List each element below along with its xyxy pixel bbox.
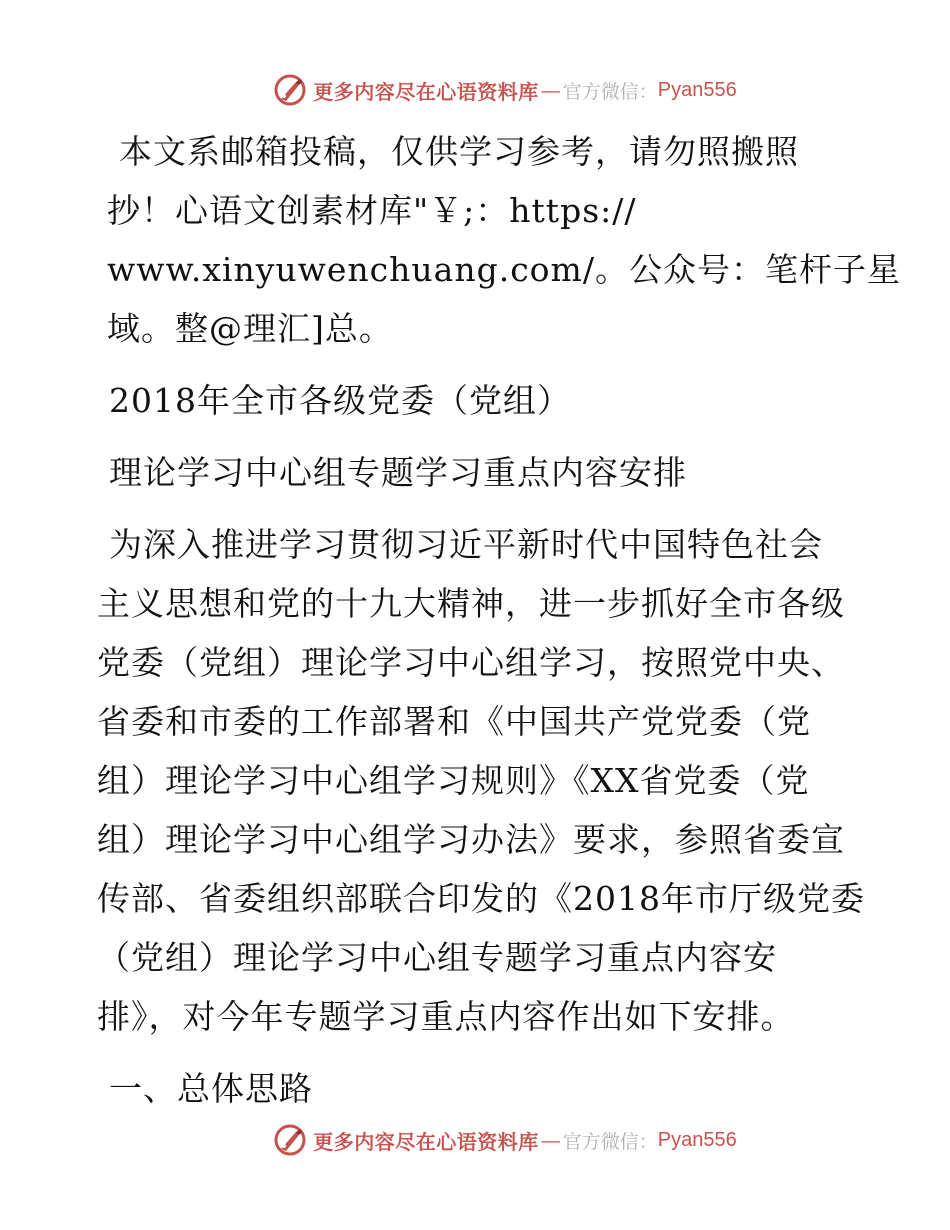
body-line: （党组）理论学习中心组专题学习重点内容安: [97, 938, 777, 977]
body-line: 主义思想和党的十九大精神，进一步抓好全市各级: [97, 584, 845, 623]
intro-line: 本文系邮箱投稿，仅供学习参考，请勿照搬照: [119, 132, 799, 171]
watermark-dash: —: [540, 1128, 561, 1152]
watermark-wechat-id: Pyan556: [657, 1128, 737, 1151]
watermark-official-label: 官方微信：: [562, 80, 658, 103]
footer-watermark: [0, 1120, 950, 1160]
pen-logo-icon: [273, 73, 307, 107]
intro-paragraph: [97, 122, 901, 358]
watermark-wechat-id: Pyan556: [657, 78, 737, 101]
intro-line: 抄！心语文创素材库"￥;：https://: [107, 191, 637, 230]
body-line: 组）理论学习中心组学习办法》要求，参照省委宣: [97, 820, 845, 859]
watermark-text: 更多内容尽在心语资料库: [313, 1129, 539, 1154]
title-block: [97, 371, 867, 430]
watermark-dash: —: [540, 78, 561, 102]
body-line: 省委和市委的工作部署和《中国共产党党委（党: [97, 702, 811, 741]
pen-logo-icon: [273, 1123, 307, 1157]
section-heading: 一、总体思路: [109, 1069, 313, 1108]
intro-line: www.xinyuwenchuang.com/。公众号：笔杆子星: [107, 250, 901, 289]
body-line: 为深入推进学习贯彻习近平新时代中国特色社会: [109, 525, 823, 564]
section-heading-block: [97, 1059, 867, 1118]
title-line-1: 2018年全市各级党委（党组）: [109, 381, 571, 420]
body-line: 组）理论学习中心组学习规则》《XX省党委（党: [97, 761, 810, 800]
body-line: 传部、省委组织部联合印发的《2018年市厅级党委: [97, 879, 865, 918]
body-paragraph: [97, 515, 867, 1046]
body-line: 排》，对今年专题学习重点内容作出如下安排。: [97, 997, 795, 1036]
header-watermark: [0, 70, 950, 110]
intro-line: 域。整@理汇]总。: [107, 309, 393, 348]
document-body: [97, 122, 901, 1118]
title-line-2: 理论学习中心组专题学习重点内容安排: [109, 453, 687, 492]
title-block-2: [97, 443, 867, 502]
watermark-text: 更多内容尽在心语资料库: [313, 79, 539, 104]
watermark-official-label: 官方微信：: [562, 1130, 658, 1153]
body-line: 党委（党组）理论学习中心组学习，按照党中央、: [97, 643, 845, 682]
